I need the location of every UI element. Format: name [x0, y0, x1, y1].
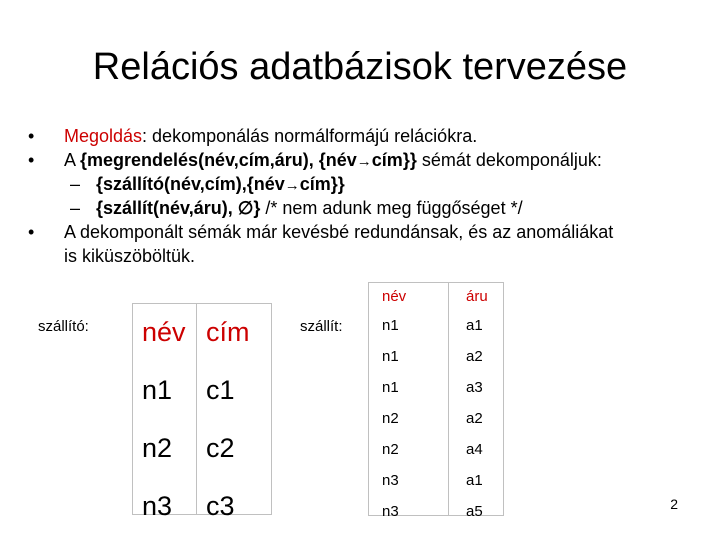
bullet-3-text: A dekomponált sémák már kevésbé redundánsak, és az anomáliákat: [64, 222, 614, 242]
szallito-label: szállító:: [38, 318, 89, 335]
page-number: 2: [670, 496, 678, 512]
szallito-table: [132, 303, 276, 535]
bullet-1: [26, 124, 706, 148]
szallit-label: szállít:: [300, 318, 343, 335]
bullet-dot: •: [28, 222, 35, 242]
schema-szallito-end: cím}}: [299, 174, 345, 194]
dash: –: [70, 174, 81, 194]
szallit-table: [368, 282, 528, 527]
table-cell: a2: [466, 410, 483, 427]
table-cell: c2: [206, 432, 235, 463]
table-cell: n1: [382, 348, 399, 365]
solution-label: Megoldás: [64, 126, 143, 146]
table-cell: a4: [466, 441, 483, 458]
bullet-2-suffix: sémát dekomponáljuk:: [416, 150, 602, 170]
empty-set-icon: ∅}: [237, 198, 261, 218]
table-cell: n2: [142, 432, 173, 463]
table-cell: n1: [142, 374, 173, 405]
table-row: [132, 477, 276, 535]
bullet-dot: •: [28, 150, 35, 170]
table-row: [368, 465, 528, 496]
column-header: cím: [206, 316, 250, 347]
table-row: [132, 361, 276, 419]
bullet-2: [26, 148, 706, 172]
table-cell: a1: [466, 317, 483, 334]
column-header: név: [382, 287, 407, 305]
table-row: [368, 403, 528, 434]
dependency-arrow-icon: →: [284, 177, 300, 194]
bullet-3-text-2: is kiküszöböltük.: [64, 246, 196, 266]
table-cell: a2: [466, 348, 483, 365]
schema-megrendeles-end: cím}}: [371, 150, 417, 170]
table-cell: n3: [142, 490, 173, 521]
table-row: [368, 310, 528, 341]
table-header-row: [368, 282, 528, 310]
table-cell: a1: [466, 472, 483, 489]
schema-szallito: {szállító(név,cím),{név: [96, 174, 285, 194]
table-header-row: [132, 303, 276, 361]
table-row: [132, 419, 276, 477]
bullet-1-text: : dekomponálás normálformájú relációkra.: [142, 126, 478, 146]
table-cell: c1: [206, 374, 235, 405]
table-row: [368, 372, 528, 403]
column-header: név: [142, 316, 186, 347]
table-cell: c3: [206, 490, 235, 521]
bullet-3-continued: [26, 244, 706, 268]
schema-megrendeles: {megrendelés(név,cím,áru), {név: [80, 150, 357, 170]
column-header: áru: [466, 287, 488, 305]
dash: –: [70, 198, 81, 218]
bullet-list: [26, 124, 706, 268]
table-cell: a3: [466, 379, 483, 396]
slide-title: Relációs adatbázisok tervezése: [92, 46, 628, 88]
bullet-dot: •: [28, 126, 35, 146]
schema-szallit: {szállít(név,áru),: [96, 198, 238, 218]
table-cell: a5: [466, 503, 483, 520]
table-cell: n3: [382, 472, 399, 489]
subbullet-2-comment: /* nem adunk meg függőséget */: [260, 198, 523, 218]
table-row: [368, 434, 528, 465]
table-cell: n1: [382, 317, 399, 334]
bullet-3: [26, 220, 706, 244]
subbullet-1: [26, 172, 706, 196]
table-cell: n2: [382, 441, 399, 458]
table-cell: n1: [382, 379, 399, 396]
table-cell: n2: [382, 410, 399, 427]
table-cell: n3: [382, 503, 399, 520]
subbullet-2: [26, 196, 706, 220]
dependency-arrow-icon: →: [356, 153, 372, 170]
table-row: [368, 496, 528, 527]
bullet-2-prefix: A: [64, 150, 81, 170]
table-row: [368, 341, 528, 372]
